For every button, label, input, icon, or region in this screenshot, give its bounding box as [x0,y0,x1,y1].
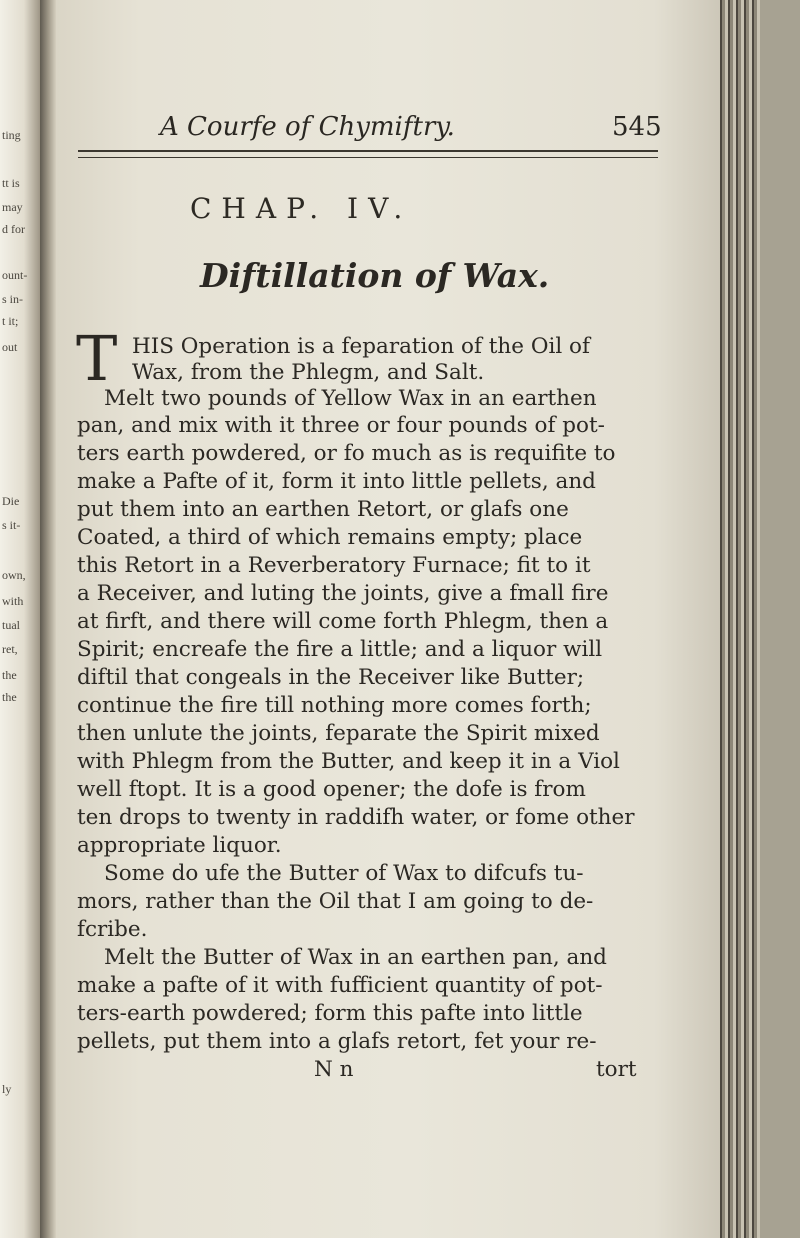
text-line: at firft, and there will come forth Phlegm, then a [77,609,609,634]
text-line: Melt the Butter of Wax in an earthen pan, and [104,945,607,970]
text-line: HIS Operation is a feparation of the Oil of [132,334,590,359]
text-line: Spirit; encreafe the fire a little; and a liquor will [77,637,603,662]
text-line: put them into an earthen Retort, or glafs one [77,497,569,522]
text-line: ters earth powdered, or fo much as is requifite to [77,441,616,466]
running-head: A Courfe of Chymiftry. [160,112,455,142]
left-page-fragment: d for [2,222,25,236]
text-line: pellets, put them into a glafs retort, fet your re- [77,1029,597,1054]
left-page-fragment: the [2,668,17,682]
signature-mark: N n [314,1057,354,1082]
text-line: this Retort in a Reverberatory Furnace; fit to it [77,553,591,578]
text-line: then unlute the joints, feparate the Spirit mixed [77,721,600,746]
text-line: ters-earth powdered; form this pafte into little [77,1001,583,1026]
left-page-fragment: tual [2,618,20,632]
page-number: 545 [612,112,662,142]
left-page-fragment: may [2,200,23,214]
left-page-fragment: own, [2,568,26,582]
text-line: Coated, a third of which remains empty; place [77,525,583,550]
drop-cap: T [76,322,118,395]
left-page-fragment: ret, [2,642,18,656]
text-line: a Receiver, and luting the joints, give a fmall fire [77,581,609,606]
text-line: pan, and mix with it three or four pounds of pot- [77,413,605,438]
left-page-fragment: s in- [2,292,23,306]
text-line: make a Pafte of it, form it into little pellets, and [77,469,596,494]
left-page-fragment: ount- [2,268,28,282]
left-page-fragment: ly [2,1082,12,1096]
text-line: ten drops to twenty in raddifh water, or fome other [77,805,635,830]
left-page-fragment: ting [2,128,21,142]
text-line: mors, rather than the Oil that I am going to de- [77,889,594,914]
text-line: Melt two pounds of Yellow Wax in an earthen [104,386,597,411]
text-line: Some do ufe the Butter of Wax to difcufs tu- [104,861,584,886]
left-page-fragment: with [2,594,24,608]
text-line: fcribe. [77,917,148,942]
text-line: with Phlegm from the Butter, and keep it in a Viol [77,749,620,774]
left-page-fragment: the [2,690,17,704]
text-line: diftil that congeals in the Receiver like Butter; [77,665,585,690]
left-page-fragment: s it- [2,518,21,532]
text-line: continue the fire till nothing more comes forth; [77,693,592,718]
left-page-fragment: t it; [2,314,19,328]
chapter-heading: CHAP. IV. [190,192,413,225]
section-title: Diftillation of Wax. [200,256,550,295]
text-line: well ftopt. It is a good opener; the dofe is from [77,777,586,802]
left-page-fragment: Die [2,494,20,508]
catchword: tort [596,1057,637,1082]
text-line: make a pafte of it with fufficient quantity of pot- [77,973,603,998]
text-line: appropriate liquor. [77,833,282,858]
left-page-fragment: out [2,340,18,354]
text-line: Wax, from the Phlegm, and Salt. [132,360,485,385]
left-page-fragment: tt is [2,176,20,190]
